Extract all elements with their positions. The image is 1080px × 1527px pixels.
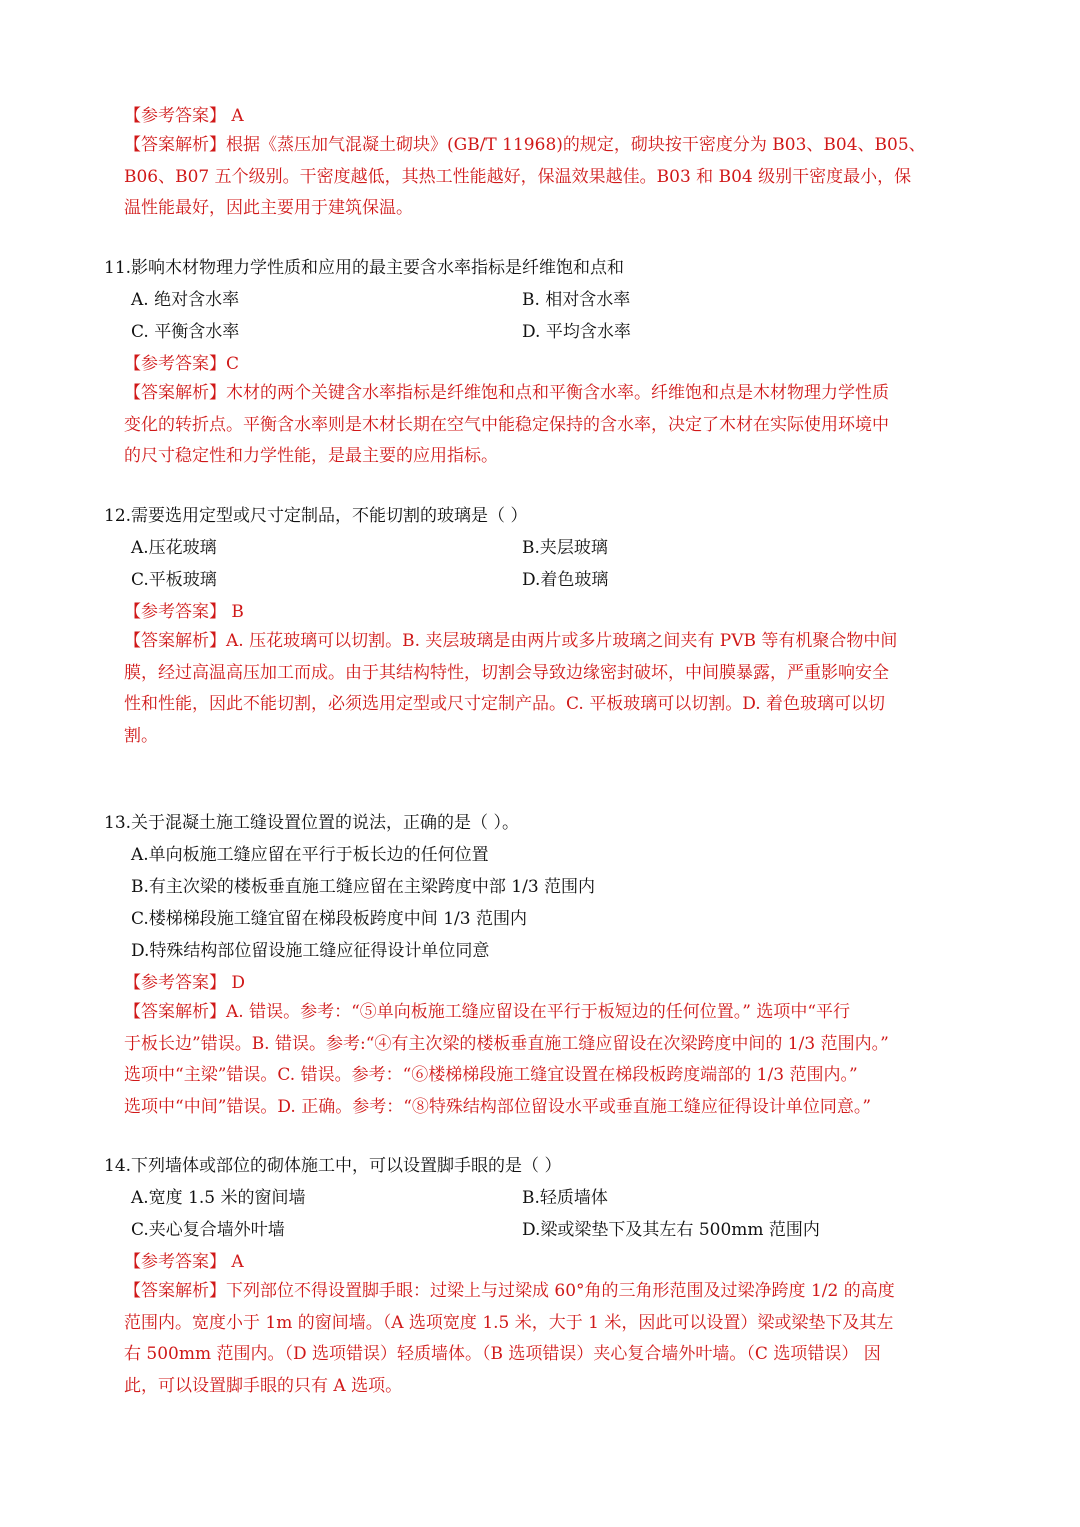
q14-option-a: A.宽度 1.5 米的窗间墙: [131, 1188, 306, 1208]
q14-option-b: B.轻质墙体: [522, 1188, 608, 1208]
q14-answer: [124, 1250, 244, 1274]
answer-value: A: [226, 106, 244, 126]
q12-option-c: C.平板玻璃: [131, 570, 217, 590]
analysis-line: 此，可以设置脚手眼的只有 A 选项。: [124, 1375, 403, 1396]
analysis-line: 变化的转折点。平衡含水率则是木材长期在空气中能稳定保持的含水率，决定了木材在实际使用环境中: [124, 414, 889, 435]
question-11-stem: 11.影响木材物理力学性质和应用的最主要含水率指标是纤维饱和点和: [104, 258, 625, 278]
q12-option-d: D.着色玻璃: [522, 570, 609, 590]
q11-option-b: B. 相对含水率: [522, 290, 631, 310]
q13-answer: [124, 971, 245, 995]
q12-option-b: B.夹层玻璃: [522, 538, 608, 558]
q13-option-a: A.单向板施工缝应留在平行于板长边的任何位置: [131, 845, 489, 865]
q11-option-a: A. 绝对含水率: [131, 290, 240, 310]
q11-option-d: D. 平均含水率: [522, 322, 631, 342]
q11-analysis: [124, 378, 976, 473]
answer-value: D: [226, 973, 246, 993]
answer-value: A: [226, 1252, 244, 1272]
analysis-line: 范围内。宽度小于 1m 的窗间墙。（A 选项宽度 1.5 米，大于 1 米，因此可以设置）梁或梁垫下及其左: [124, 1312, 894, 1333]
q14-option-c: C.夹心复合墙外叶墙: [131, 1220, 285, 1240]
analysis-label: 【答案解析】: [124, 135, 226, 155]
answer-label: 【参考答案】: [124, 354, 226, 374]
analysis-line: 膜，经过高温高压加工而成。由于其结构特性，切割会导致边缘密封破坏，中间膜暴露，严重影响安全: [124, 662, 889, 683]
analysis-line: 【答案解析】根据《蒸压加气混凝土砌块》(GB/T 11968)的规定，砌块按干密度分为 B03、B04、B05、: [124, 135, 926, 155]
analysis-line: 右 500mm 范围内。（D 选项错误）轻质墙体。（B 选项错误）夹心复合墙外叶墙。（C 选项错误） 因: [124, 1344, 881, 1364]
analysis-line: B06、B07 五个级别。干密度越低，其热工性能越好，保温效果越佳。B03 和 B04 级别干密度最小，保: [124, 166, 912, 187]
q12-answer: [124, 600, 244, 624]
prev-analysis: [124, 130, 976, 225]
answer-value: C: [226, 354, 240, 374]
analysis-label: 【答案解析】: [124, 1281, 226, 1301]
analysis-label: 【答案解析】: [124, 1002, 226, 1022]
question-14-stem: 14.下列墙体或部位的砌体施工中，可以设置脚手眼的是（ ）: [104, 1156, 562, 1176]
analysis-line: 选项中“主梁”错误。C. 错误。参考：“⑥楼梯梯段施工缝宜设置在梯段板跨度端部的 1/3 范围内。”: [124, 1065, 858, 1085]
q12-analysis: [124, 626, 976, 752]
analysis-label: 【答案解析】: [124, 383, 226, 403]
q11-answer: [124, 352, 239, 376]
question-13-stem: 13.关于混凝土施工缝设置位置的说法，正确的是（ ）。: [104, 813, 519, 833]
q13-analysis: [124, 997, 976, 1123]
analysis-line: 【答案解析】A. 压花玻璃可以切割。B. 夹层玻璃是由两片或多片玻璃之间夹有 PVB 等有机聚合物中间: [124, 631, 898, 651]
prev-answer: [124, 104, 244, 128]
analysis-line: 【答案解析】木材的两个关键含水率指标是纤维饱和点和平衡含水率。纤维饱和点是木材物理力学性质: [124, 383, 889, 403]
q11-option-c: C. 平衡含水率: [131, 322, 240, 342]
analysis-line: 【答案解析】A. 错误。参考：“⑤单向板施工缝应留设在平行于板短边的任何位置。” 选项中“平行: [124, 1002, 851, 1022]
answer-label: 【参考答案】: [124, 106, 226, 126]
analysis-line: 割。: [124, 725, 158, 746]
question-12-stem: 12.需要选用定型或尺寸定制品，不能切割的玻璃是（ ）: [104, 506, 528, 526]
analysis-line: 【答案解析】下列部位不得设置脚手眼：过梁上与过梁成 60°角的三角形范围及过梁净跨度 1/2 的高度: [124, 1281, 895, 1301]
answer-label: 【参考答案】: [124, 1252, 226, 1272]
q13-option-b: B.有主次梁的楼板垂直施工缝应留在主梁跨度中部 1/3 范围内: [131, 877, 596, 897]
analysis-label: 【答案解析】: [124, 631, 226, 651]
q12-option-a: A.压花玻璃: [131, 538, 217, 558]
q13-option-d: D.特殊结构部位留设施工缝应征得设计单位同意: [131, 941, 490, 961]
analysis-line: 温性能最好，因此主要用于建筑保温。: [124, 198, 413, 218]
q13-option-c: C.楼梯梯段施工缝宜留在梯段板跨度中间 1/3 范围内: [131, 909, 527, 929]
answer-label: 【参考答案】: [124, 602, 226, 622]
q14-option-d: D.梁或梁垫下及其左右 500mm 范围内: [522, 1220, 820, 1240]
analysis-line: 性和性能，因此不能切割，必须选用定型或尺寸定制产品。C. 平板玻璃可以切割。D. 着色玻璃可以切: [124, 694, 886, 714]
q14-analysis: [124, 1276, 976, 1402]
analysis-line: 选项中“中间”错误。D. 正确。参考：“⑧特殊结构部位留设水平或垂直施工缝应征得设计单位同意。”: [124, 1096, 872, 1117]
analysis-line: 于板长边”错误。B. 错误。参考:“④有主次梁的楼板垂直施工缝应留设在次梁跨度中间的 1/3 范围内。”: [124, 1033, 889, 1054]
answer-value: B: [226, 602, 244, 622]
answer-label: 【参考答案】: [124, 973, 226, 993]
analysis-line: 的尺寸稳定性和力学性能，是最主要的应用指标。: [124, 446, 498, 466]
